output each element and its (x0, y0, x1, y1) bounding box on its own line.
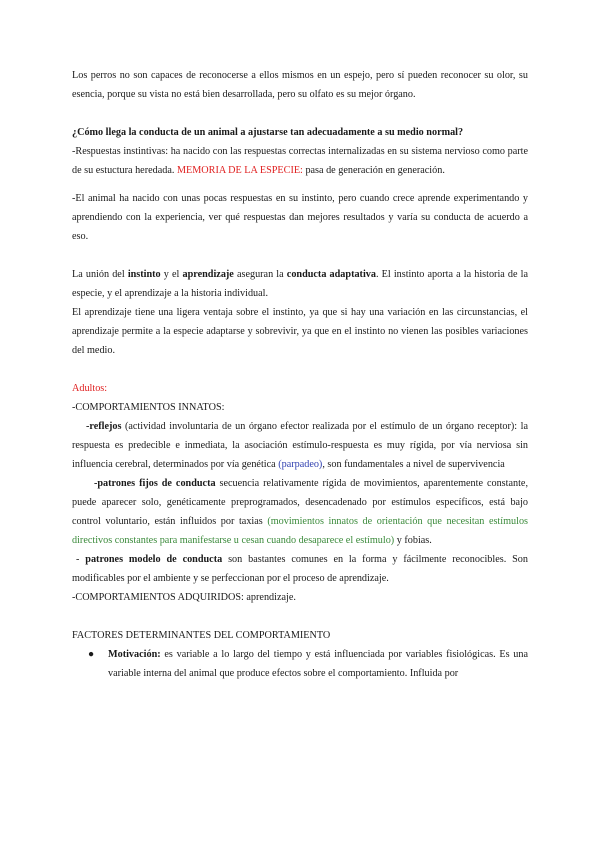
text: . El instinto aporta a la historia de la especie, y el aprendizaje a la historia individual. (72, 269, 529, 299)
question-text: ¿Cómo llega la conducta de un animal a ajustarse tan adecuadamente a su medio normal? (72, 127, 464, 138)
spacer (72, 360, 528, 379)
spacer (72, 607, 528, 626)
adquiridos-heading: -COMPORTAMIENTOS ADQUIRIDOS: aprendizaje. (72, 592, 296, 603)
paragraph-union (72, 265, 528, 303)
instinto-bold: instinto (127, 269, 161, 280)
reflejos-bold: -reflejos (86, 421, 122, 432)
conducta-adaptativa-bold: conducta adaptativa (286, 269, 376, 280)
taxias-definition: (movimientos innatos de orientación que necesitan estímulos directivos constantes para manifestarse u cesan cuando desaparece el estímulo) (72, 516, 528, 546)
aprendizaje-bold: aprendizaje (182, 269, 234, 280)
patrones-modelo-bold: patrones modelo de conducta (85, 554, 223, 565)
patrones-fijos-item (72, 474, 528, 550)
spacer (72, 180, 528, 189)
spacer (72, 246, 528, 265)
document-page (72, 66, 528, 683)
text: , son fundamentales a nivel de supervivencia (322, 459, 505, 470)
patrones-fijos-bold: -patrones fijos de conducta (94, 478, 216, 489)
paragraph-animal-aprende: -El animal ha nacido con unas pocas respuestas en su instinto, pero cuando crece aprende experimentando y aprendiendo con la experiencia, ver qué respuestas dan mejores resultados y varía su conducta de acuerdo a eso. (72, 193, 528, 242)
instintivas-tail: pasa de generación en generación. (305, 165, 445, 176)
paragraph-ventaja: El aprendizaje tiene una ligera ventaja sobre el instinto, ya que si hay una variación en las circunstancias, el aprendizaje permite a la especie adaptarse y sobrevivir, ya que en el instinto no vienen las posibles variaciones del medio. (72, 307, 528, 356)
motivacion-list-item (72, 645, 528, 683)
parpadeo-example: (parpadeo) (278, 459, 323, 470)
innatos-heading: -COMPORTAMIENTOS INNATOS: (72, 402, 225, 413)
text: (actividad involuntaria de un órgano efector realizada por el estímulo de un órgano receptor): la respuesta es predecible e inmediata, la asociación estímulo-respuesta es muy rígida, por vía nerviosa sin influencia cerebral, determinados por vía genética (72, 421, 528, 470)
text: es variable a lo largo del tiempo y está influenciada por variables fisiológicas. Es una variable interna del animal que produce efectos sobre el comportamiento. Influida por (108, 649, 528, 679)
memoria-especie-label: MEMORIA DE LA ESPECIE: (176, 165, 303, 176)
bullet-icon: ● (88, 649, 95, 660)
text: aseguran la (236, 269, 284, 280)
spacer (72, 104, 528, 123)
instintivas-text: -Respuestas instintivas: ha nacido con las respuestas correctas internalizadas en su sistema nervioso como parte de su estuctura heredada. (72, 146, 528, 176)
factores-heading: FACTORES DETERMINANTES DEL COMPORTAMIENTO (72, 630, 331, 641)
text: son bastantes comunes en la forma y fácilmente reconocibles. Son modificables por el ambiente y se perfeccionan por el proceso de aprendizaje. (72, 554, 528, 584)
text: La unión del (72, 269, 125, 280)
paragraph-perros: Los perros no son capaces de reconocerse a ellos mismos en un espejo, pero sí pueden reconocer su olor, su esencia, porque su vista no está bien desarrollada, pero su olfato es su mejor órgano. (72, 70, 528, 100)
adultos-heading (72, 379, 528, 398)
motivacion-bold: Motivación: (108, 649, 161, 660)
patrones-modelo-item (72, 550, 528, 588)
text: y el (163, 269, 180, 280)
paragraph-respuestas-instintivas (72, 142, 528, 180)
text: - (76, 554, 80, 565)
reflejos-item (72, 417, 528, 474)
adultos-label: Adultos: (72, 383, 108, 394)
text: secuencia relativamente rígida de movimientos, aparentemente constante, puede aparecer solo, genéticamente preprogramados, desencadenado por estímulos específicos, está bajo control voluntario, están influidos por taxias (72, 478, 528, 527)
question-heading (72, 123, 528, 142)
text: y fobias. (396, 535, 432, 546)
